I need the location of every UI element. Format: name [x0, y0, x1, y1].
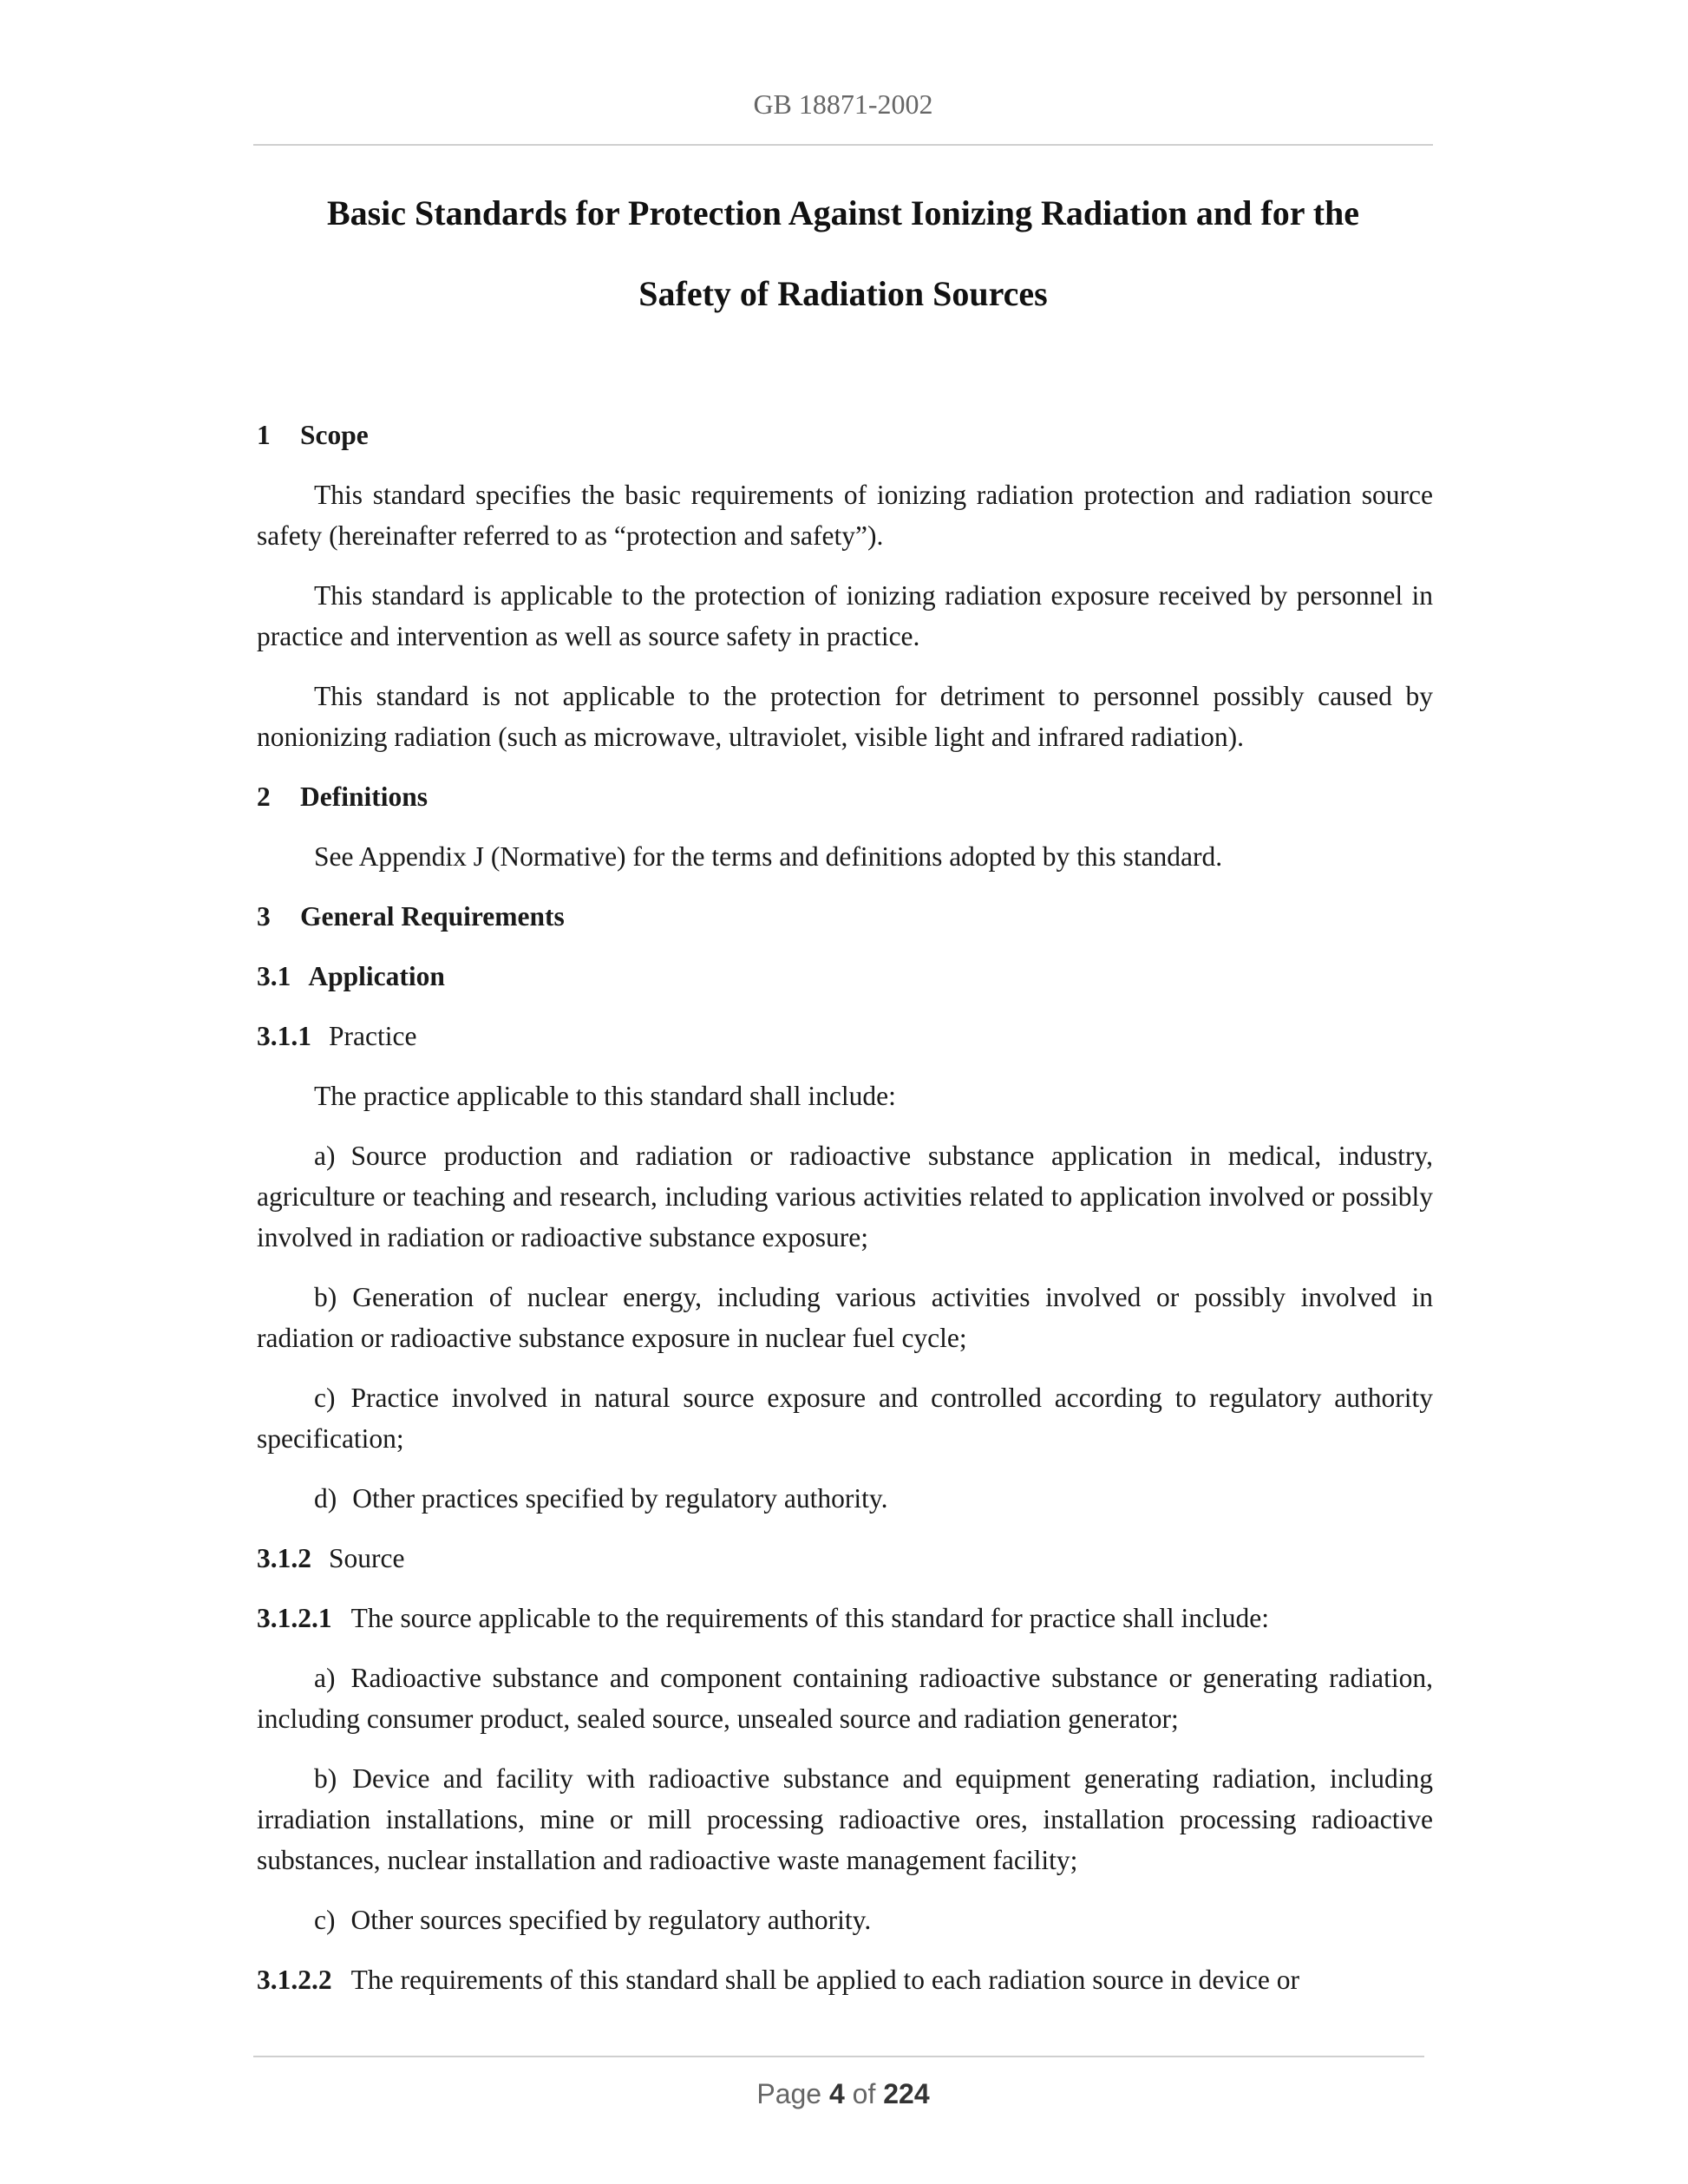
list-marker: c) — [314, 1905, 336, 1935]
section-title: Application — [308, 961, 445, 991]
clause-number: 3.1.2.2 — [257, 1965, 332, 1995]
document-body — [257, 415, 1433, 2019]
list-item-text: Source production and radiation or radioactive substance application in medical, industry, agriculture or teaching and research, including various activities related to application involved or possibly involved in radiation or radioactive substance exposure; — [257, 1141, 1433, 1252]
section-number: 2 — [257, 781, 271, 812]
list-item — [257, 1377, 1433, 1459]
section-title: Practice — [329, 1021, 417, 1051]
paragraph: This standard is applicable to the protection of ionizing radiation exposure received by personnel in practice and intervention as well as source safety in practice. — [257, 580, 1433, 651]
list-item — [257, 1135, 1433, 1258]
list-item-text: Radioactive substance and component containing radioactive substance or generating radiation, including consumer product, sealed source, unsealed source and radiation generator; — [257, 1663, 1433, 1734]
list-marker: c) — [314, 1383, 336, 1413]
section-title: Source — [329, 1543, 405, 1573]
subsection-heading-application — [257, 956, 1433, 997]
subsection-heading-source — [257, 1538, 1433, 1579]
list-item-text: Practice involved in natural source exposure and controlled according to regulatory authority specification; — [257, 1383, 1433, 1454]
current-page-number: 4 — [828, 2078, 845, 2109]
list-item-text: Other sources specified by regulatory authority. — [350, 1905, 872, 1935]
list-marker: a) — [314, 1663, 336, 1693]
list-marker: d) — [314, 1483, 337, 1514]
list-marker: b) — [314, 1763, 337, 1794]
paragraph: This standard specifies the basic requirements of ionizing radiation protection and radiation source safety (hereinafter referred to as “protection and safety”). — [257, 480, 1433, 551]
section-title: Scope — [300, 420, 369, 450]
list-item — [257, 1758, 1433, 1880]
section-heading-general-requirements — [257, 896, 1433, 937]
list-marker: b) — [314, 1282, 337, 1312]
total-page-count: 224 — [883, 2078, 930, 2109]
subsection-heading-practice — [257, 1016, 1433, 1056]
document-title-line-1: Basic Standards for Protection Against Ionizing Radiation and for the — [326, 193, 1360, 232]
document-title-line-2: Safety of Radiation Sources — [638, 274, 1048, 313]
list-item-text: Device and facility with radioactive substance and equipment generating radiation, including irradiation installations, mine or mill processing radioactive ores, installation processing radioactive substances, nuclear installation and radioactive waste management facility; — [257, 1763, 1433, 1875]
list-item — [257, 1478, 1433, 1519]
section-title: Definitions — [300, 781, 429, 812]
header-divider — [253, 144, 1433, 146]
paragraph: See Appendix J (Normative) for the terms and definitions adopted by this standard. — [314, 841, 1223, 872]
section-number: 1 — [257, 420, 271, 450]
section-number: 3.1.1 — [257, 1021, 311, 1051]
clause-text: The requirements of this standard shall be applied to each radiation source in device or — [350, 1965, 1299, 1995]
page-footer — [253, 2078, 1433, 2110]
of-label: of — [852, 2078, 876, 2109]
clause-3-1-2-2 — [257, 1959, 1433, 2000]
section-title: General Requirements — [300, 901, 565, 932]
paragraph: This standard is not applicable to the protection for detriment to personnel possibly caused by nonionizing radiation (such as microwave, ultraviolet, visible light and infrared radiation). — [257, 681, 1433, 752]
list-item — [257, 1900, 1433, 1940]
section-heading-scope — [257, 415, 1433, 455]
list-item — [257, 1658, 1433, 1739]
clause-3-1-2-1 — [257, 1598, 1433, 1638]
list-item-text: Generation of nuclear energy, including various activities involved or possibly involved in radiation or radioactive substance exposure in nuclear fuel cycle; — [257, 1282, 1433, 1353]
section-number: 3.1.2 — [257, 1543, 311, 1573]
clause-number: 3.1.2.1 — [257, 1603, 332, 1633]
list-item-text: Other practices specified by regulatory authority. — [352, 1483, 888, 1514]
section-heading-definitions — [257, 776, 1433, 817]
page-label: Page — [756, 2078, 822, 2109]
section-number: 3 — [257, 901, 271, 932]
paragraph: The practice applicable to this standard shall include: — [314, 1081, 896, 1111]
footer-divider — [253, 2056, 1424, 2057]
list-item — [257, 1277, 1433, 1358]
list-marker: a) — [314, 1141, 336, 1171]
running-header: GB 18871-2002 — [753, 88, 933, 120]
clause-text: The source applicable to the requirements of this standard for practice shall include: — [350, 1603, 1269, 1633]
section-number: 3.1 — [257, 961, 291, 991]
